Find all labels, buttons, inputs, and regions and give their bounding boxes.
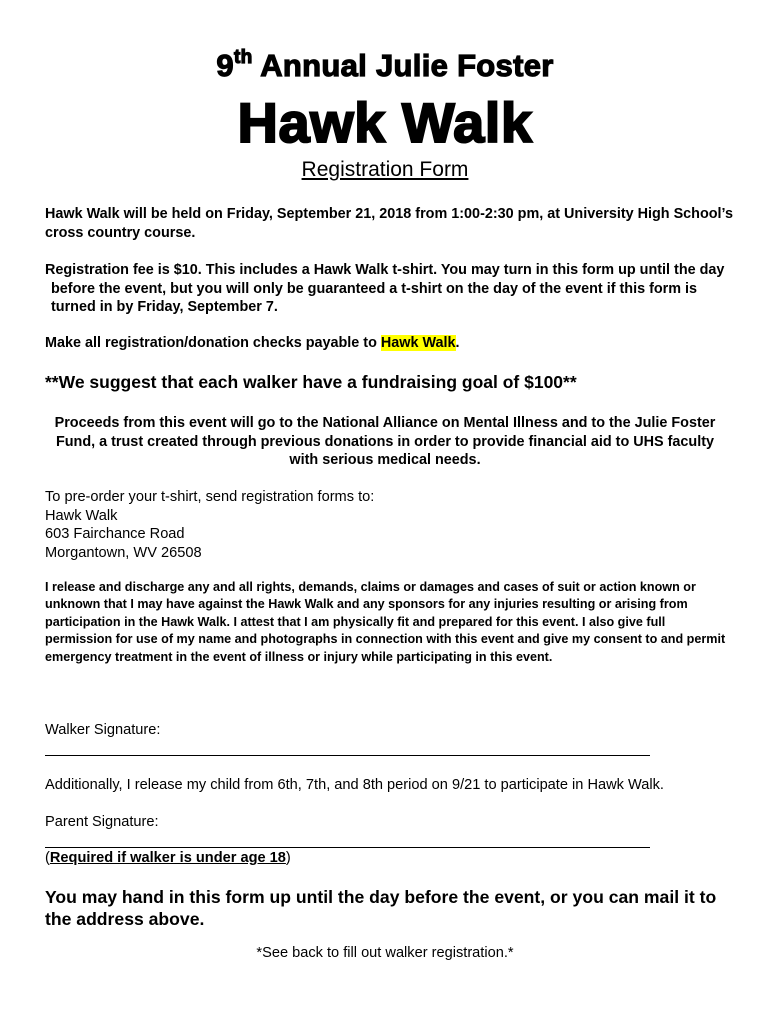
event-subtitle bbox=[0, 48, 770, 84]
checks-prefix: Make all registration/donation checks payable to bbox=[45, 335, 381, 351]
payee-highlight: Hawk Walk bbox=[380, 335, 456, 351]
req-open-paren: ( bbox=[45, 850, 50, 866]
ordinal-number: 9 bbox=[216, 48, 234, 83]
additional-release-text: Additionally, I release my child from 6th, 7th, and 8th period on 9/21 to participate in Hawk Walk. bbox=[45, 777, 664, 793]
ordinal-suffix: th bbox=[233, 46, 253, 68]
checks-payable-paragraph bbox=[45, 334, 735, 353]
walker-signature-line[interactable] bbox=[45, 755, 650, 756]
walker-signature-label: Walker Signature: bbox=[45, 722, 161, 738]
hand-in-note: You may hand in this form up until the day before the event, or you can mail it to the address above. bbox=[45, 887, 717, 929]
fee-info-paragraph: Registration fee is $10. This includes a Hawk Walk t-shirt. You may turn in this form up until the day before the event, but you will only be guaranteed a t-shirt on the day of the event if this form is turned in by Friday, September 7. bbox=[45, 262, 725, 315]
back-page-footnote: *See back to fill out walker registration.* bbox=[256, 945, 514, 961]
proceeds-paragraph: Proceeds from this event will go to the National Alliance on Mental Illness and to the Julie Foster Fund, a trust created through previous donations in order to provide financial aid to UHS faculty with serious medical needs. bbox=[54, 415, 716, 468]
req-text: Required if walker is under age 18 bbox=[49, 850, 286, 866]
mailing-address-block bbox=[45, 488, 374, 562]
checks-suffix: . bbox=[455, 335, 460, 351]
fundraising-goal: **We suggest that each walker have a fundraising goal of $100** bbox=[45, 372, 577, 392]
address-intro: To pre-order your t-shirt, send registration forms to: bbox=[45, 489, 375, 505]
address-name: Hawk Walk bbox=[45, 507, 118, 524]
event-title: Hawk Walk bbox=[237, 91, 533, 154]
form-title: Registration Form bbox=[301, 158, 469, 181]
liability-release-paragraph: I release and discharge any and all rights, demands, claims or damages and cases of suit or action known or unknown that I may have against the Hawk Walk and any sponsors for any injuries resulting or arising from participation in the Hawk Walk. I attest that I am physically fit and prepared for this event. I also give full permission for use of my name and photographs in connection with this event and give my consent to and permit emergency treatment in the event of illness or injury while participating in this event. bbox=[45, 580, 726, 664]
parent-signature-line[interactable] bbox=[45, 847, 650, 848]
address-city: Morgantown, WV 26508 bbox=[45, 544, 202, 561]
parent-signature-label: Parent Signature: bbox=[45, 814, 159, 830]
subtitle-text: Annual Julie Foster bbox=[252, 48, 554, 83]
event-info-paragraph: Hawk Walk will be held on Friday, September 21, 2018 from 1:00-2:30 pm, at University High School’s cross country course. bbox=[45, 206, 734, 241]
address-street: 603 Fairchance Road bbox=[45, 526, 185, 543]
req-close-paren: ) bbox=[285, 850, 291, 866]
parent-required-note bbox=[45, 850, 291, 866]
